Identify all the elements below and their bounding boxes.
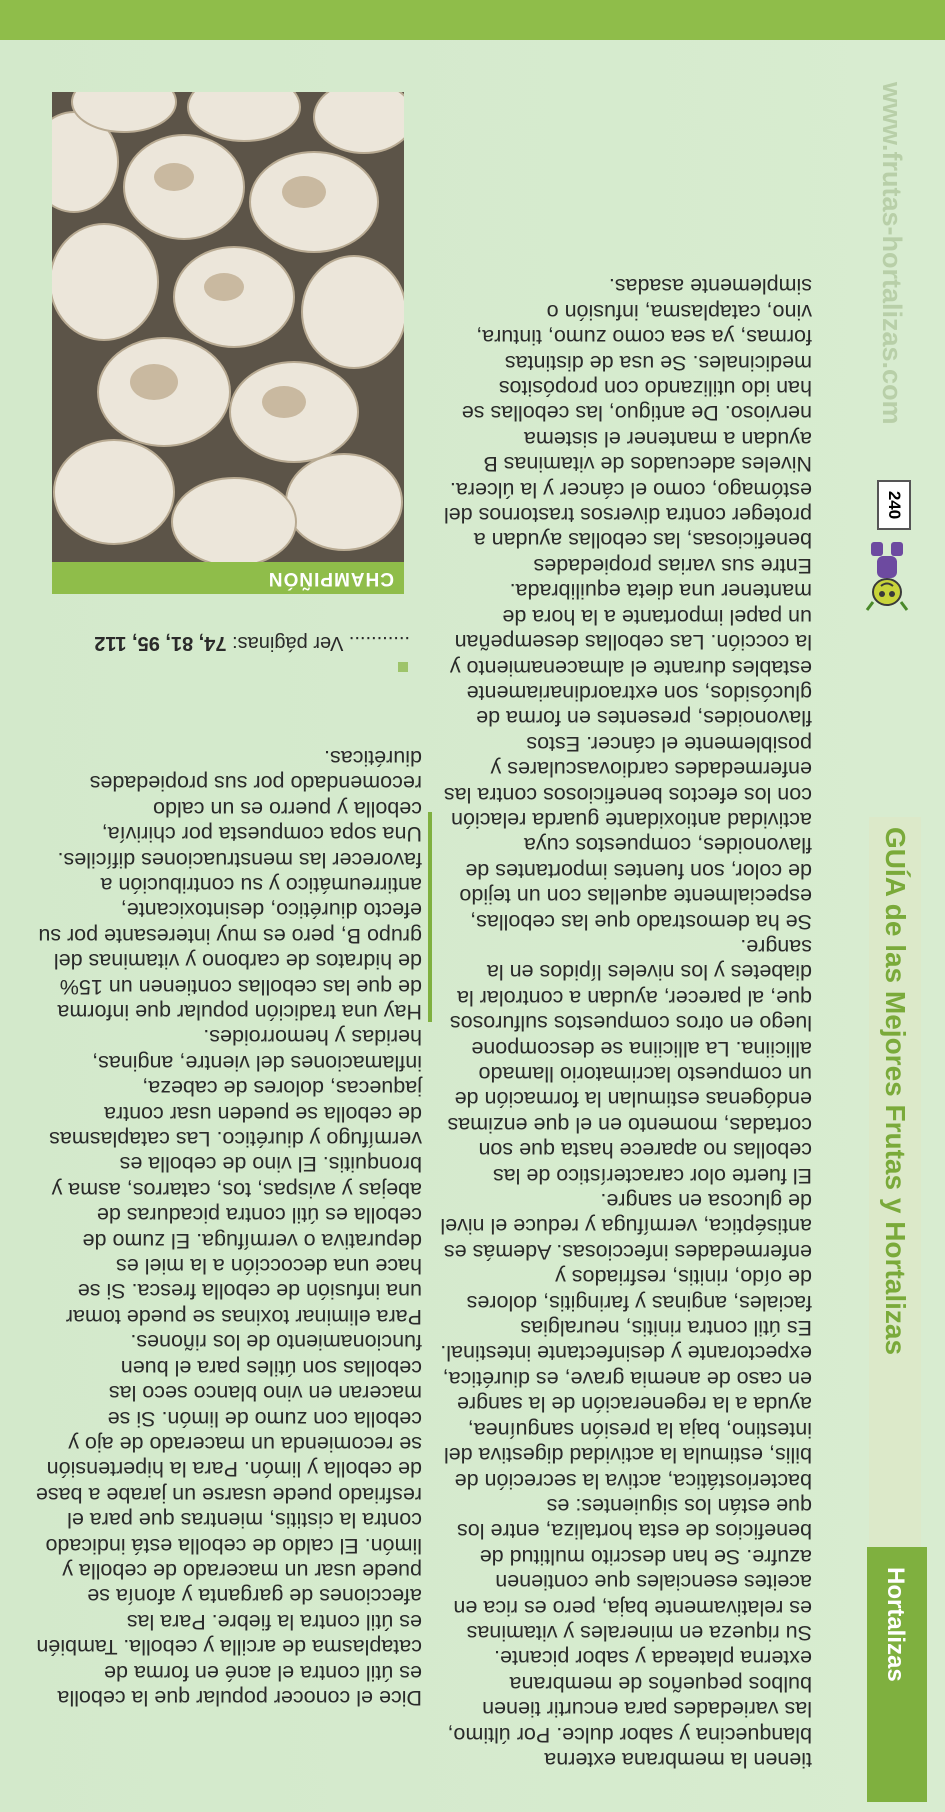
text-column-right	[30, 745, 422, 1710]
see-pages-dots: ...........	[348, 632, 410, 654]
paragraph: Hay una tradición popular que informa de que las cebollas contienen un 15% de hidratos de carbono y vitaminas del grupo B, pero es muy interesante por su efecto diurético, desintoxicante, antirreumático y su contribución a favorecer las menstruaciones difíciles. Una sopa compuesta por chirivía, cebolla y puerro es un caldo recomendado por sus propiedades diuréticas.	[38, 745, 422, 1025]
paragraph: Dice el conocer popular que la cebolla es útil contra el acné en forma de cataplasma de arcilla y cebolla. También es útil contra la fiebre. Para las afecciones de garganta y afonía se puede usar un macerado de cebolla y limón. El caldo de cebolla está indicado contra la cistitis, mientras que para el resfriado puede usarse un jarabe a base de cebolla y limón. Para la hipertensión se recomienda un macerado de ajo y cebolla con zumo de limón. Si se maceran en vino blanco seco las cebollas son útiles para el buen funcionamiento de los riñones.	[35, 1330, 422, 1710]
column-divider	[428, 812, 432, 1022]
paragraph: Se ha demostrado que las cebollas, especialmente aquellas con un tejido de color, son fuentes importantes de flavonoides, compuestos cuya actividad antioxidante guarda relación con los efectos beneficiosos contra las enfermedades cardiovasculares y posiblemente el cáncer. Estos flavonoides, presentes en forma de glucósidos, son extraordinariamente estables durante el almacenamiento y la cocción. Las cebollas desempeñan un papel importante a la hora de mantener una dieta equilibrada.	[443, 579, 812, 934]
bullet-square-icon	[398, 662, 408, 672]
website-url: www.frutas-hortalizas.com	[877, 82, 907, 425]
text-column-left	[440, 273, 812, 1772]
section-title: Hortalizas	[882, 1567, 909, 1682]
photo-caption: CHAMPIÑÓN	[52, 562, 404, 594]
mushroom-photo	[52, 92, 404, 562]
see-pages-reference	[50, 631, 410, 654]
paragraph: tienen la membrana externa blanquecina y sabor dulce. Por último, las variedades para encurtir tienen bulbos pequeños de membrana externa plateada y sabor picante.	[447, 1646, 812, 1772]
mascot-icon	[857, 537, 917, 612]
page-number: 240	[877, 480, 911, 530]
guide-title: GUÍA de las Mejores Frutas y Hortalizas	[880, 827, 911, 1356]
paragraph: Su riqueza en minerales y vitaminas es relativamente baja, pero es rica en aceites esenciales que contienen azufre. Se han descrito multitud de beneficios de esta hortaliza, entre los que están los siguientes: es bacteriostática, activa la secreción de bilis, estimula la actividad digestiva del intestino, baja la presión sanguínea, ayuda a la regeneración de la sangre en caso de anemia grave, es diurética, expectorante y desinfectante intestinal. Es útil contra rinitis, neuralgias faciales, anginas y faringitis, dolores de oído, rinitis, resfriados y enfermedades infecciosas. Además es antiséptica, vermífuga y reduce el nivel de glucosa en sangre.	[440, 1189, 812, 1645]
sidebar	[857, 0, 937, 1812]
see-pages-label: Ver páginas:	[232, 632, 344, 654]
paragraph: Para eliminar toxinas se puede tomar una infusión de cebolla fresca. Si se hace una decocción a la miel es depurativa o vermífuga. El zumo de cebolla es útil contra picaduras de abejas y avispas, tos, catarros, asma y bronquitis. El vino de cebolla es vermífugo y diurético. Las cataplasmas de cebolla se pueden usar contra jaquecas, dolores de cabeza, inflamaciones del vientre, anginas, heridas y hemorroides.	[49, 1025, 422, 1329]
paragraph: Entre sus varias propiedades beneficiosas, las cebollas ayudan a proteger contra diversos trastornos del estómago, como el cáncer y la úlcera. Niveles adecuados de vitaminas B ayudan a mantener el sistema nervioso. De antiguo, las cebollas se han ido utilizando con propósitos medicinales. Se usa de distintas formas, ya sea como zumo, tintura, vino, cataplasma, infusión o simplemente asadas.	[443, 274, 812, 578]
paragraph: El fuerte olor característico de las cebollas no aparece hasta que son cortadas, momento en el que enzimas endógenas estimulan la formación de un compuesto lacrimatorio llamado alliciina. La alliciina se descompone luego en otros compuestos sulfurosos que, al parecer, ayudan a controlar la diabetes y los niveles lípidos en la sangre.	[447, 935, 812, 1188]
see-pages-numbers: 74, 81, 95, 112	[94, 632, 227, 654]
bottom-band	[0, 0, 945, 40]
